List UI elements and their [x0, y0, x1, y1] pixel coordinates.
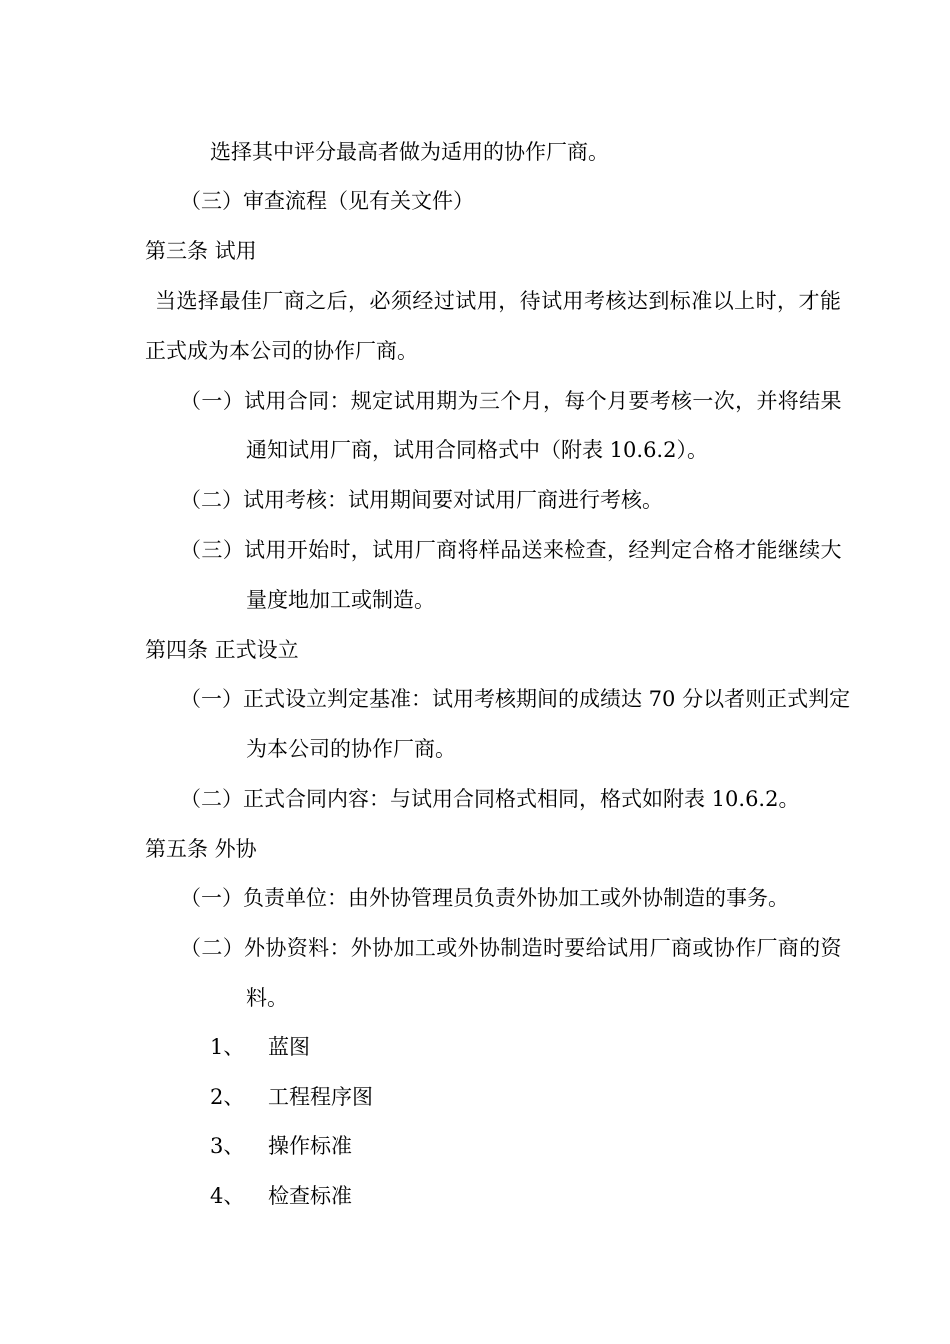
clause-line: 量度地加工或制造。	[246, 588, 435, 612]
article-heading: 第五条 外协	[145, 837, 257, 861]
list-item-number: 1、	[210, 1035, 245, 1059]
paragraph-line: 正式成为本公司的协作厂商。	[145, 339, 418, 363]
clause-line: （一）试用合同：规定试用期为三个月，每个月要考核一次，并将结果	[180, 389, 842, 413]
section-heading: （三）审查流程（见有关文件）	[180, 189, 474, 213]
clause-line: 料。	[246, 986, 288, 1010]
clause-line: （一）负责单位：由外协管理员负责外协加工或外协制造的事务。	[180, 886, 789, 910]
clause-line: （一）正式设立判定基准：试用考核期间的成绩达 70 分以者则正式判定	[180, 687, 851, 711]
paragraph-line: 选择其中评分最高者做为适用的协作厂商。	[210, 140, 609, 164]
list-item: 蓝图	[268, 1035, 310, 1059]
list-item: 检查标准	[268, 1184, 352, 1208]
list-item: 操作标准	[268, 1134, 352, 1158]
clause-line: （二）正式合同内容：与试用合同格式相同，格式如附表 10.6.2。	[180, 787, 800, 811]
clause-line: （二）试用考核：试用期间要对试用厂商进行考核。	[180, 488, 663, 512]
paragraph-line: 当选择最佳厂商之后，必须经过试用，待试用考核达到标准以上时，才能	[155, 289, 842, 313]
clause-line: （二）外协资料：外协加工或外协制造时要给试用厂商或协作厂商的资	[180, 936, 842, 960]
list-item: 工程程序图	[268, 1085, 373, 1109]
clause-line: 为本公司的协作厂商。	[246, 737, 456, 761]
article-heading: 第三条 试用	[145, 239, 257, 263]
article-heading: 第四条 正式设立	[145, 638, 299, 662]
list-item-number: 4、	[210, 1184, 245, 1208]
clause-line: 通知试用厂商，试用合同格式中（附表 10.6.2）。	[246, 438, 708, 462]
list-item-number: 2、	[210, 1085, 245, 1109]
list-item-number: 3、	[210, 1134, 245, 1158]
clause-line: （三）试用开始时，试用厂商将样品送来检查，经判定合格才能继续大	[180, 538, 842, 562]
